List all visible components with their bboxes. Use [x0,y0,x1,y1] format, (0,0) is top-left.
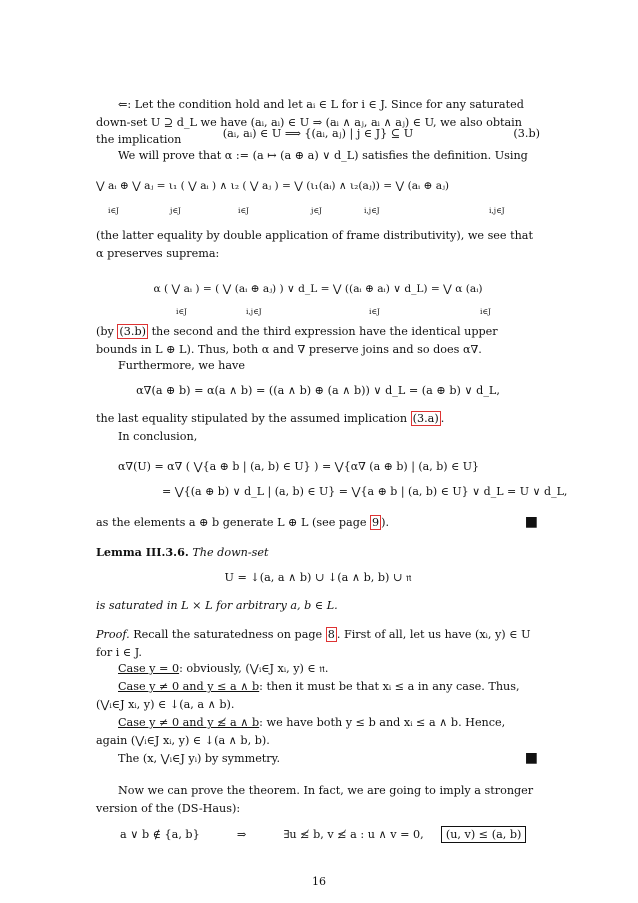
paragraph-prove-alpha: We will prove that α := (a ↦ (a ⊕ a) ∨ d_L) satisfies the definition. Using [118,149,528,162]
text: the second and the third expression have the identical upper bounds in L ⊕ L). Thus, both α and ∇ preserve joins and so does α∇. [96,325,498,356]
equation-alpha-subscripts [96,307,540,319]
text: Recall the saturatedness on page [133,628,323,641]
equation-alpha-suprema [96,283,540,295]
subscript: i∈J [238,206,249,215]
subscript: i,j∈J [246,307,262,316]
qed-symbol: ■ [524,514,538,530]
subscript: j∈J [170,206,181,215]
lemma-label: Lemma III.3.6. [96,545,189,559]
lemma-continuation: is saturated in L × L for arbitrary a, b ∈ L. [96,599,338,612]
equation-conclusion-line2: = ⋁{(a ⊕ b) ∨ d_L | (a, b) ∈ U} = ⋁{a ⊕ b | (a, b) ∈ U} ∨ d_L = U ∨ d_L, [162,485,568,498]
text: . First of all, let us have (xᵢ, y) ∈ U for i ∈ J. [96,628,531,659]
proof-case-4 [96,750,540,768]
proof-case-3 [96,714,540,749]
equation-using [96,180,540,192]
case-text: The (x, ⋁ᵢ∈J yᵢ) by symmetry. [118,752,281,765]
equation-3b [96,127,540,140]
page-number: 16 [312,875,326,888]
lemma-statement [96,544,540,562]
subscript: i,j∈J [489,206,505,215]
equation-3b-label: (3.b) [513,127,540,140]
text: (by [96,325,114,338]
equation-alpha-body: α ( ⋁ aᵢ ) = ( ⋁ (aᵢ ⊕ aⱼ) ) ∨ d_L = ⋁ ((aᵢ ⊕ aᵢ) ∨ d_L) = ⋁ α (aᵢ) [153,283,483,295]
proof-intro [96,626,540,661]
text: . [440,412,445,425]
equation-final-premise: a ∨ b ∉ {a, b} [120,828,200,841]
equation-using-body: ⋁ aᵢ ⊕ ⋁ aⱼ = ι₁ ( ⋁ aᵢ ) ∧ ι₂ ( ⋁ aⱼ ) = ⋁ (ι₁(aᵢ) ∧ ι₂(aⱼ)) = ⋁ (aᵢ ⊕ aⱼ) [96,180,450,192]
subscript: i∈J [480,307,491,316]
equation-3b-body: (aᵢ, aᵢ) ∈ U ⟹ {(aᵢ, aⱼ) | j ∈ J} ⊆ U [222,127,414,140]
paragraph-stipulated [96,410,540,428]
text: the last equality stipulated by the assumed implication [96,412,408,425]
implies-symbol: ⇒ [236,828,247,841]
subscript: i,j∈J [364,206,380,215]
subscript: i∈J [369,307,380,316]
equation-furthermore-body: α∇(a ⊕ b) = α(a ∧ b) = ((a ∧ b) ⊕ (a ∧ b)) ∨ d_L = (a ⊕ b) ∨ d_L, [136,384,500,397]
subscript: j∈J [311,206,322,215]
case-text: : we have both y ≤ b and xᵢ ≤ a ∧ b. Hence, again (⋁ᵢ∈J xᵢ, y) ∈ ↓(a ∧ b, b). [96,716,506,747]
equation-final-boxed: (u, v) ≤ (a, b) [441,826,527,843]
proof-label: Proof. [96,628,130,641]
proof-case-2 [96,678,540,713]
equation-using-subscripts [96,206,540,218]
equation-conclusion-line1: α∇(U) = α∇ ( ⋁{a ⊕ b | (a, b) ∈ U} ) = ⋁{α∇ (a ⊕ b) | (a, b) ∈ U} [118,460,479,473]
paragraph-distributivity: (the latter equality by double application of frame distributivity), we see that α preserves suprema: [96,229,533,260]
text: as the elements a ⊕ b generate L ⊕ L (see page [96,516,367,529]
case-text: : obviously, (⋁ᵢ∈J xᵢ, y) ∈ 𝔫. [179,662,329,675]
subscript: i∈J [108,206,119,215]
equation-ref-3b-link[interactable]: (3.b) [119,325,146,338]
qed-symbol: ■ [524,750,538,766]
paragraph-intro: ⇐: Let the condition hold and let aᵢ ∈ L for i ∈ J. Since for any saturated down-set U ⊇ d_L we have (aᵢ, aᵢ) ∈ U ⇒ (aᵢ ∧ aⱼ, aᵢ ∧ aⱼ) ∈ U, we also obtain the implication [96,98,524,146]
text: ). [381,516,390,529]
case-label: Case y ≠ 0 and y ≤ a ∧ b [118,680,260,693]
paragraph-generators [96,514,540,532]
equation-ref-3a-link[interactable]: (3.a) [412,412,439,425]
equation-furthermore [96,384,540,397]
case-text: : then it must be that xᵢ ≤ a in any case. Thus, (⋁ᵢ∈J xᵢ, y) ∈ ↓(a, a ∧ b). [96,680,520,711]
paragraph-conclusion: In conclusion, [118,430,198,443]
paragraph-theorem: Now we can prove the theorem. In fact, we are going to imply a stronger version of the (DS-Haus): [96,784,534,815]
equation-final-conclusion: ∃u ≰ b, v ≰ a : u ∧ v = 0, [283,828,424,841]
page-ref-8-link[interactable]: 8 [327,628,335,641]
case-label: Case y ≠ 0 and y ≰ a ∧ b [118,716,260,729]
proof-case-1 [96,660,540,678]
lemma-text: The down-set [192,546,269,559]
page-ref-9-link[interactable]: 9 [372,516,380,529]
paragraph-furthermore: Furthermore, we have [118,359,245,372]
case-label: Case y = 0 [118,662,180,675]
paragraph-by-3b [96,323,540,358]
equation-lemma: U = ↓(a, a ∧ b) ∪ ↓(a ∧ b, b) ∪ 𝔫 [224,571,412,584]
subscript: i∈J [176,307,187,316]
equation-final [120,828,540,841]
